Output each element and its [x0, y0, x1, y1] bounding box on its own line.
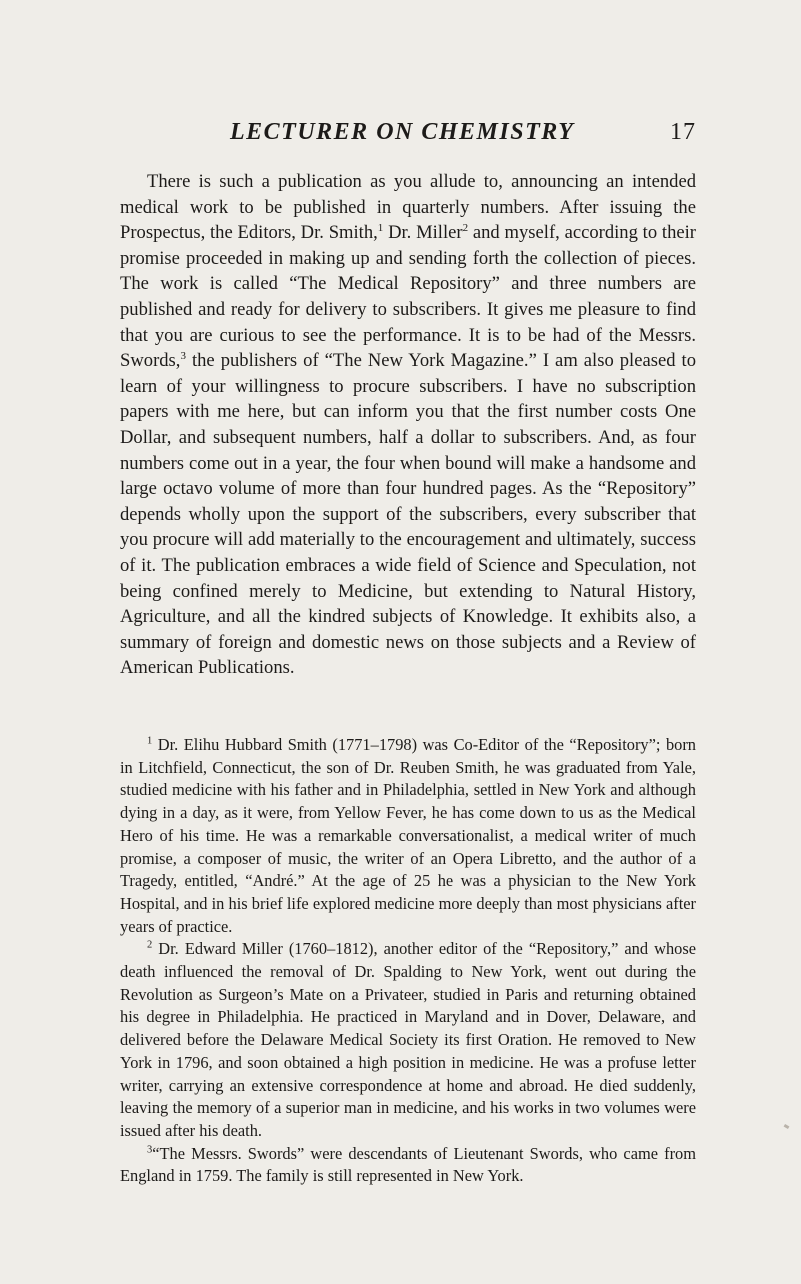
- footnote-1: [120, 734, 696, 938]
- footnotes: [120, 734, 696, 1188]
- paragraph-text-1: There is such a publication as you allude to, announcing an intended medical work to be published in quarterly numbers. After issuing the Prospectus, the Editors, Dr. Smith,: [120, 171, 696, 244]
- footnote-reference-3: 3: [180, 349, 186, 362]
- paragraph-text-4: the publishers of “The New York Magazine.” I am also pleased to learn of your willingness to procure subscribers. I have no subscription papers with me here, but can inform you that the first number costs One Dollar, and subsequent numbers, half a dollar to subscribers. And, as four numbers come out in a year, the four when bound will make a handsome and large octavo volume of more than four hundred pages. As the “Repository” depends wholly upon the support of the subscribers, every subscriber that you procure will add materially to the encouragement and ultimately, success of it. The publication embraces a wide field of Science and Speculation, not being confined merely to Medicine, but extending to Natural History, Agriculture, and all the kindred subjects of Knowledge. It exhibits also, a summary of foreign and domestic news on those subjects and a Review of American Publications.: [120, 350, 696, 679]
- running-head: [120, 119, 696, 149]
- footnote-text: “The Messrs. Swords” were descendants of Lieutenant Swords, who came from England in 1759. The family is still represented in New York.: [120, 1143, 696, 1186]
- footnote-marker: 1: [147, 735, 153, 747]
- footnote-marker: 2: [147, 939, 153, 951]
- footnote-reference-2: 2: [462, 222, 469, 234]
- footnote-marker: 3: [147, 1144, 153, 1156]
- footnote-text: Dr. Elihu Hubbard Smith (1771–1798) was Co-Editor of the “Repository”; born in Litchfield, Connecticut, the son of Dr. Reuben Smith, he was graduated from Yale, studied medicine with his father and in Philadelphia, settled in New York and although dying in a day, as it were, from Yellow Fever, he has come down to us as the Medical Hero of his time. He was a remarkable conversationalist, a medical writer of much promise, a composer of music, the writer of an Opera Libretto, and the author of a Tragedy, entitled, “André.” At the age of 25 he was a physician to the New York Hospital, and in his brief life explored medicine more deeply than most physicians after years of practice.: [120, 735, 696, 936]
- paper-speck: [784, 1124, 790, 1129]
- running-title: LECTURER ON CHEMISTRY: [230, 119, 575, 145]
- main-paragraph: [120, 169, 696, 681]
- page-number: 17: [670, 119, 696, 145]
- footnote-2: [120, 938, 696, 1142]
- footnote-text: Dr. Edward Miller (1760–1812), another editor of the “Repository,” and whose death influenced the removal of Dr. Spalding to New York, went out during the Revolution as Surgeon’s Mate on a Privateer, studied in Paris and returning obtained his degree in Philadelphia. He practiced in Maryland and in Dover, Delaware, and delivered before the Delaware Medical Society its first Oration. He removed to New York in 1796, and soon obtained a high position in medicine. He was a profuse letter writer, carrying an extensive correspondence at home and abroad. He died suddenly, leaving the memory of a superior man in medicine, and his works in two volumes were issued after his death.: [120, 939, 696, 1140]
- footnote-reference-1: 1: [377, 222, 384, 234]
- paragraph: [120, 169, 696, 681]
- paragraph-text-3: and myself, according to their promise proceeded in making up and sending forth the collection of pieces. The work is called “The Medical Repository” and three numbers are published and ready for delivery to subscribers. It gives me pleasure to find that you are curious to see the performance. It is to be had of the Messrs. Swords,: [120, 222, 696, 372]
- paragraph-text-2: Dr. Miller: [383, 222, 463, 244]
- footnote-3: [120, 1143, 696, 1188]
